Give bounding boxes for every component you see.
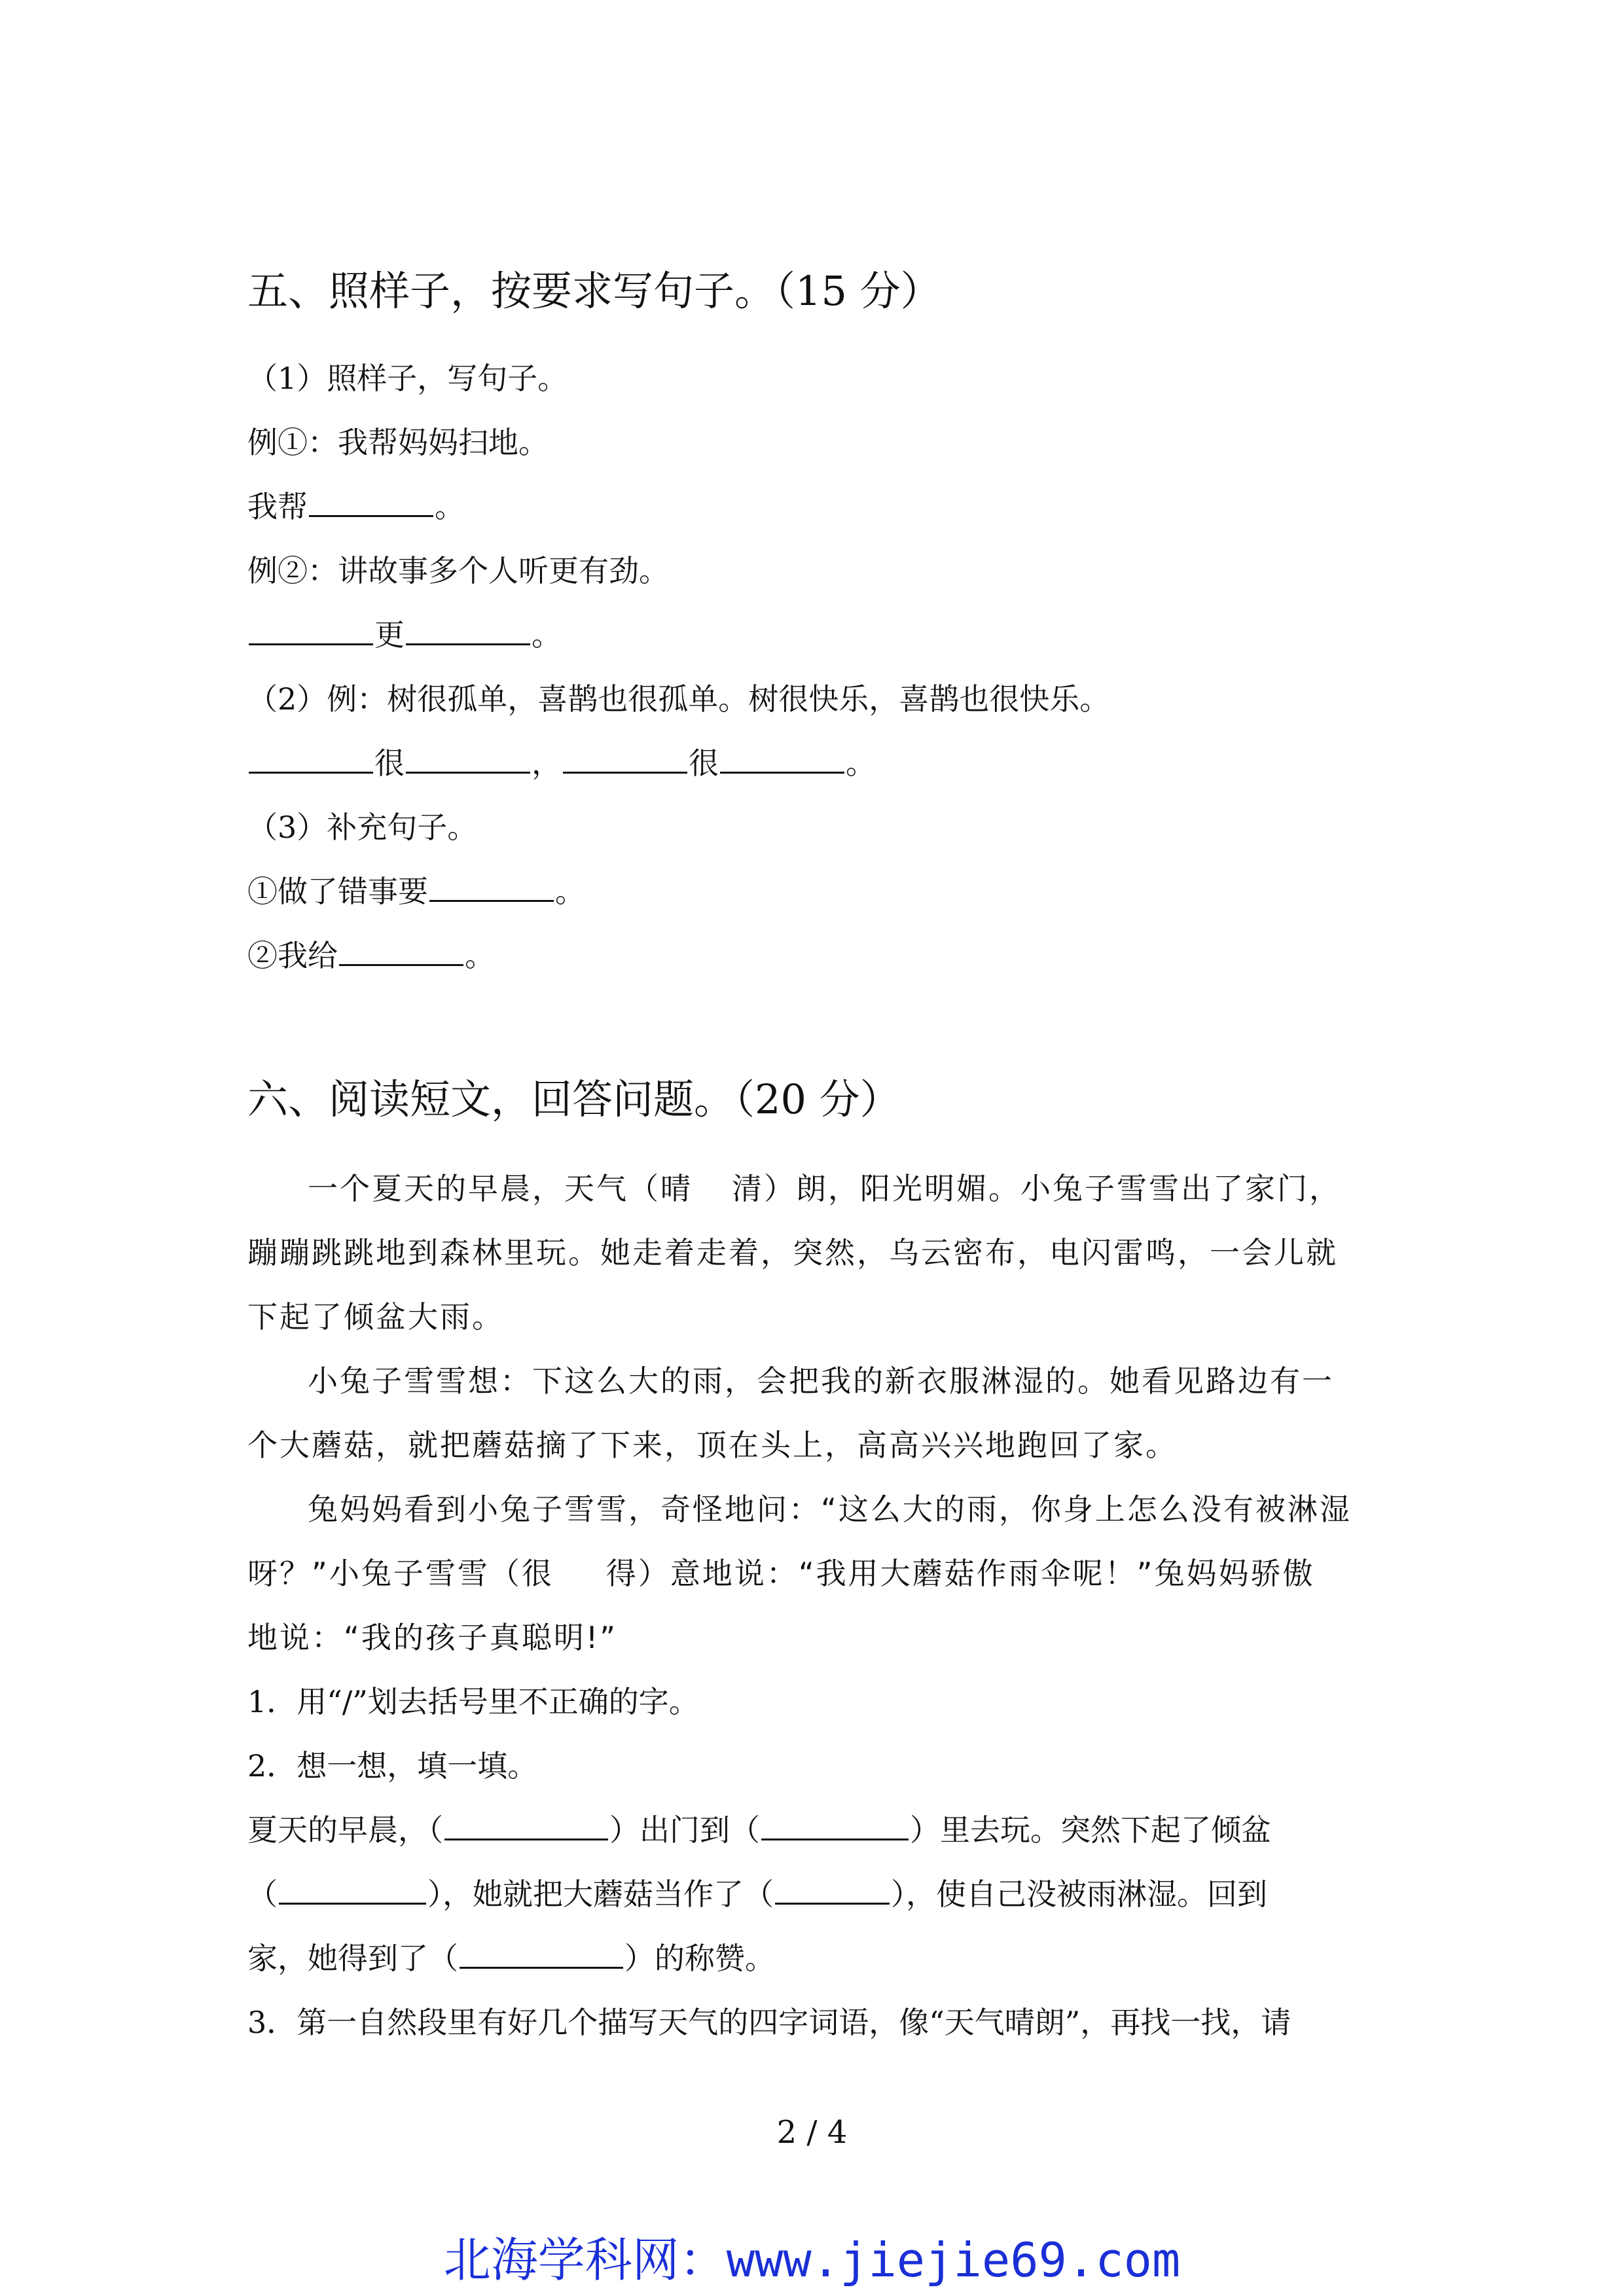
- exercise-4: [247, 868, 585, 911]
- answer-blank[interactable]: [279, 1902, 426, 1905]
- example-1: 例①：我帮妈妈扫地。: [247, 425, 549, 460]
- fill-text: ），使自己没被雨淋湿。回到: [891, 1876, 1267, 1912]
- passage-line: 地说：“我的孩子真聪明!”: [247, 1620, 618, 1655]
- answer-blank[interactable]: [249, 643, 373, 645]
- fill-text: ）出门到（: [609, 1812, 760, 1848]
- fill-text: ），她就把大蘑菇当作了（: [427, 1876, 774, 1912]
- question-1: 1．用“/”划去括号里不正确的字。: [247, 1684, 699, 1719]
- answer-blank[interactable]: [309, 514, 433, 517]
- exercise-3-w2: 很: [689, 745, 719, 781]
- answer-blank[interactable]: [339, 963, 463, 966]
- q2-example: （2）例：树很孤单，喜鹊也很孤单。树很快乐，喜鹊也很快乐。: [247, 681, 1110, 717]
- page-number: 2 / 4: [776, 2114, 848, 2151]
- section5-title: 五、照样子，按要求写句子。（15 分）: [247, 267, 941, 315]
- fill-line-2: [247, 1871, 1267, 1914]
- fill-text: （: [247, 1876, 278, 1912]
- fill-text: 家，她得到了（: [247, 1941, 458, 1976]
- exercise-3-w1: 很: [374, 745, 405, 781]
- answer-blank[interactable]: [761, 1838, 909, 1840]
- exercise-3: [247, 740, 876, 783]
- exercise-1-prefix: 我帮: [247, 489, 308, 524]
- watermark-banner: [0, 2222, 1624, 2290]
- fill-text: ）里去玩。突然下起了倾盆: [910, 1812, 1271, 1848]
- exercise-2: [247, 611, 562, 655]
- exercise-2-mid: 更: [374, 617, 405, 653]
- q1-instruction: （1）照样子，写句子。: [247, 361, 568, 396]
- question-2: 2．想一想，填一填。: [247, 1748, 538, 1784]
- answer-blank[interactable]: [429, 899, 554, 902]
- question-3: 3．第一自然段里有好几个描写天气的四字词语，像“天气晴朗”，再找一找，请: [247, 2005, 1291, 2040]
- answer-blank[interactable]: [406, 771, 530, 774]
- answer-blank[interactable]: [460, 1966, 623, 1969]
- fill-line-3: [247, 1935, 775, 1978]
- answer-blank[interactable]: [249, 771, 373, 774]
- passage-text: 呀？”小兔子雪雪（很: [247, 1556, 554, 1591]
- exercise-5-prefix: ②我给: [247, 938, 338, 973]
- q3-instruction: （3）补充句子。: [247, 810, 478, 845]
- passage-line: [247, 1550, 1315, 1593]
- answer-blank[interactable]: [444, 1838, 608, 1840]
- exercise-5: [247, 932, 495, 975]
- watermark-text: 北海学科网：: [443, 2233, 727, 2287]
- exercise-2-end: 。: [532, 617, 562, 653]
- section6-title: 六、阅读短文，回答问题。（20 分）: [247, 1075, 901, 1123]
- exercise-4-prefix: ①做了错事要: [247, 874, 428, 909]
- passage-line: 兔妈妈看到小兔子雪雪，奇怪地问：“这么大的雨，你身上怎么没有被淋湿: [308, 1492, 1352, 1527]
- exercise-4-end: 。: [555, 874, 585, 909]
- passage-line: 小兔子雪雪想：下这么大的雨，会把我的新衣服淋湿的。她看见路边有一: [308, 1363, 1334, 1399]
- watermark-url[interactable]: www.jiejie69.com: [726, 2233, 1181, 2287]
- fill-text: 夏天的早晨，（: [247, 1812, 443, 1848]
- answer-blank[interactable]: [563, 771, 687, 774]
- answer-blank[interactable]: [720, 771, 844, 774]
- passage-text: 得）意地说：“我用大蘑菇作雨伞呢！”兔妈妈骄傲: [605, 1556, 1315, 1591]
- passage-text: 清）朗，阳光明媚。小兔子雪雪出了家门，: [732, 1171, 1341, 1206]
- answer-blank[interactable]: [775, 1902, 890, 1905]
- passage-line: [308, 1165, 1341, 1208]
- passage-text: 一个夏天的早晨，天气（晴: [308, 1171, 693, 1206]
- answer-blank[interactable]: [406, 643, 530, 645]
- passage-line: 下起了倾盆大雨。: [247, 1299, 504, 1335]
- exercise-3-end: 。: [846, 745, 876, 781]
- exercise-1-end: 。: [435, 489, 465, 524]
- passage-line: 个大蘑菇，就把蘑菇摘了下来，顶在头上，高高兴兴地跑回了家。: [247, 1427, 1178, 1463]
- exercise-5-end: 。: [465, 938, 495, 973]
- fill-text: ）的称赞。: [624, 1941, 775, 1976]
- fill-line-1: [247, 1806, 1271, 1850]
- exercise-1: [247, 483, 465, 526]
- exercise-3-comma: ，: [532, 745, 562, 781]
- example-2: 例②：讲故事多个人听更有劲。: [247, 553, 669, 588]
- passage-line: 蹦蹦跳跳地到森林里玩。她走着走着，突然，乌云密布，电闪雷鸣，一会儿就: [247, 1235, 1338, 1270]
